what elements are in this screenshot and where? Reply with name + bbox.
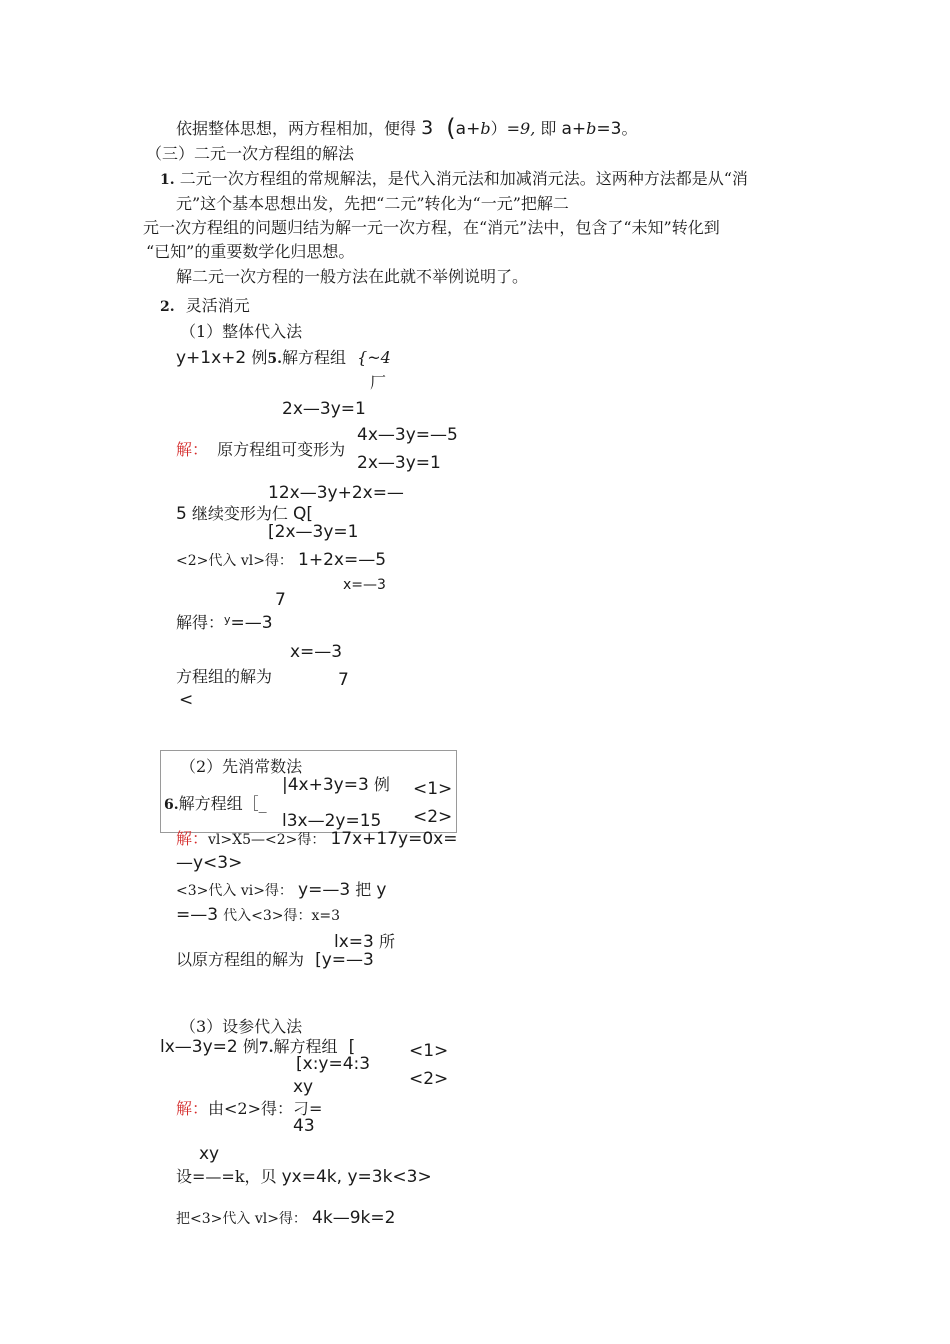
- equation-fragment: 刁=: [293, 1099, 323, 1118]
- example-instruction: 解方程组［_: [178, 794, 267, 813]
- substitution-line: [176, 1209, 395, 1229]
- solution-line: [176, 441, 345, 459]
- parameter-line: [176, 1168, 432, 1188]
- equation-tag: <2>: [409, 1069, 449, 1089]
- solved-label: 解得：: [176, 613, 225, 632]
- substitution-line: [176, 551, 386, 571]
- equation: yx=4k, y=3k<3>: [281, 1167, 432, 1187]
- equation: [y=—3: [315, 950, 374, 970]
- example-label: 例: [373, 775, 390, 794]
- item-number: 2.: [160, 299, 175, 315]
- equation-fragment: Q[: [293, 504, 314, 524]
- equation-tag: <1>: [413, 779, 453, 799]
- intro-text: 依据整体思想，两方程相加，便得: [176, 119, 417, 138]
- item1-line1: [160, 170, 748, 188]
- equation-fragment: y: [224, 613, 231, 626]
- solution-label: 解：: [176, 440, 209, 459]
- general-note: 解二元一次方程的一般方法在此就不举例说明了。: [176, 267, 529, 286]
- ocr-glyph: 厂: [370, 373, 387, 392]
- solution-label: 解：: [176, 829, 209, 848]
- answer-line: [176, 951, 374, 971]
- equation: 12x—3y+2x=—: [268, 483, 404, 503]
- solution-text: 原方程组可变形为: [217, 440, 346, 459]
- item1-line3: 元一次方程组的问题归结为解一元一次方程，在“消元”法中，包含了“未知”转化到: [143, 218, 720, 237]
- math-number: 3: [421, 117, 434, 139]
- equation-fragment: xy: [293, 1077, 314, 1097]
- intro-line: [176, 115, 637, 143]
- method2-title: （2）先消常数法: [180, 757, 303, 776]
- equation-fragment: =—3: [230, 613, 273, 633]
- equation: 4x—3y=—5: [357, 425, 458, 445]
- example-instruction: 解方程组: [281, 348, 346, 367]
- method1-title: （1）整体代入法: [180, 322, 303, 341]
- equation-fragment: xy: [199, 1144, 220, 1164]
- equation: —y<3>: [176, 853, 243, 873]
- math-result: =9,: [506, 119, 536, 138]
- equation: l3x—2y=15: [282, 811, 382, 831]
- solution-label: 解：: [176, 1099, 209, 1118]
- example5-line: [176, 349, 391, 369]
- equation-tag: <2>: [413, 807, 453, 827]
- example6-line: [164, 795, 267, 813]
- equation: [x:y=4:3: [296, 1054, 371, 1074]
- equation-fragment: =—3: [176, 905, 219, 925]
- brace-fragment: <: [179, 690, 194, 710]
- brace-fragment: {~4: [357, 348, 391, 367]
- example-number: 6.: [164, 797, 179, 813]
- method3-title: （3）设参代入法: [180, 1017, 303, 1036]
- equation-fragment: 7: [275, 590, 286, 610]
- equation: 1+2x=—5: [298, 550, 387, 570]
- substitution-text: <2>代入 vl>得：: [176, 553, 293, 569]
- equation-fragment: 5: [176, 504, 187, 524]
- equation: [2x—3y=1: [268, 522, 359, 542]
- item2-heading: [160, 297, 250, 315]
- equation: 2x—3y=1: [282, 399, 366, 419]
- item1-line2: 元”这个基本思想出发，先把“二元”转化为“一元”把解二: [176, 194, 569, 213]
- item1-line4: “已知”的重要数学化归思想。: [146, 242, 355, 261]
- example-label: 例: [251, 348, 268, 367]
- math-paren-close: ）: [490, 119, 507, 138]
- brace-fragment: [: [348, 1037, 356, 1057]
- math-result: =3: [596, 119, 622, 139]
- math-term: a+: [561, 119, 587, 139]
- item1-text: 二元一次方程组的常规解法，是代入消元法和加减消元法。这两种方法都是从“消: [179, 169, 748, 188]
- answer-text: 所: [378, 932, 395, 951]
- substitution-text: 把<3>代入 vl>得：: [176, 1211, 307, 1227]
- equation-fragment: y+1x+2: [176, 348, 247, 368]
- equation: x=—3: [343, 577, 386, 593]
- answer-label: 以原方程组的解为: [176, 950, 305, 969]
- equation-fragment: y: [376, 880, 387, 900]
- transform-text: 继续变形为仁: [191, 504, 288, 523]
- equation-fragment: 7: [338, 670, 349, 690]
- equation: 17x+17y=0x=: [330, 829, 458, 849]
- example-number: 7.: [258, 1040, 274, 1056]
- solution-text: 由<2>得：: [208, 1099, 294, 1118]
- answer-label: 方程组的解为: [176, 667, 273, 686]
- solution-line: [176, 830, 457, 850]
- equation: |4x+3y=3: [282, 775, 369, 795]
- equation-fragment: x=3: [311, 908, 341, 924]
- item2-title: 灵活消元: [185, 296, 250, 315]
- intro-connector: 即: [540, 119, 557, 138]
- equation: y=—3: [298, 880, 351, 900]
- substitution-text: <3>代入 vi>得：: [176, 883, 293, 899]
- example-instruction: 解方程组: [273, 1037, 338, 1056]
- equation: 2x—3y=1: [357, 453, 441, 473]
- example-number: 5.: [267, 351, 282, 367]
- solution-text: vl>X5—<2>得：: [208, 832, 326, 848]
- equation-tag: <1>: [409, 1041, 449, 1061]
- equation-line: [282, 776, 390, 796]
- equation: lx=3: [334, 932, 374, 952]
- item-number: 1.: [160, 172, 175, 188]
- substitution-text: 代入<3>得：: [223, 908, 312, 924]
- equation-fragment: 43: [293, 1116, 315, 1136]
- solved-line: [176, 614, 273, 634]
- period: 。: [621, 119, 638, 138]
- parameter-text: 设=—=k，贝: [176, 1167, 277, 1186]
- math-var: b: [586, 119, 597, 138]
- substitution-text: 把: [355, 880, 372, 899]
- math-var: b: [480, 119, 491, 138]
- equation: 4k—9k=2: [312, 1208, 396, 1228]
- math-term: a+: [455, 119, 481, 139]
- substitution-line: [176, 906, 340, 926]
- math-paren: (: [446, 114, 456, 142]
- equation: lx—3y=2: [160, 1037, 238, 1057]
- substitution-line: [176, 881, 386, 901]
- section-heading: （三）二元一次方程组的解法: [146, 144, 355, 163]
- example-label: 例: [242, 1037, 259, 1056]
- equation: x=—3: [290, 642, 343, 662]
